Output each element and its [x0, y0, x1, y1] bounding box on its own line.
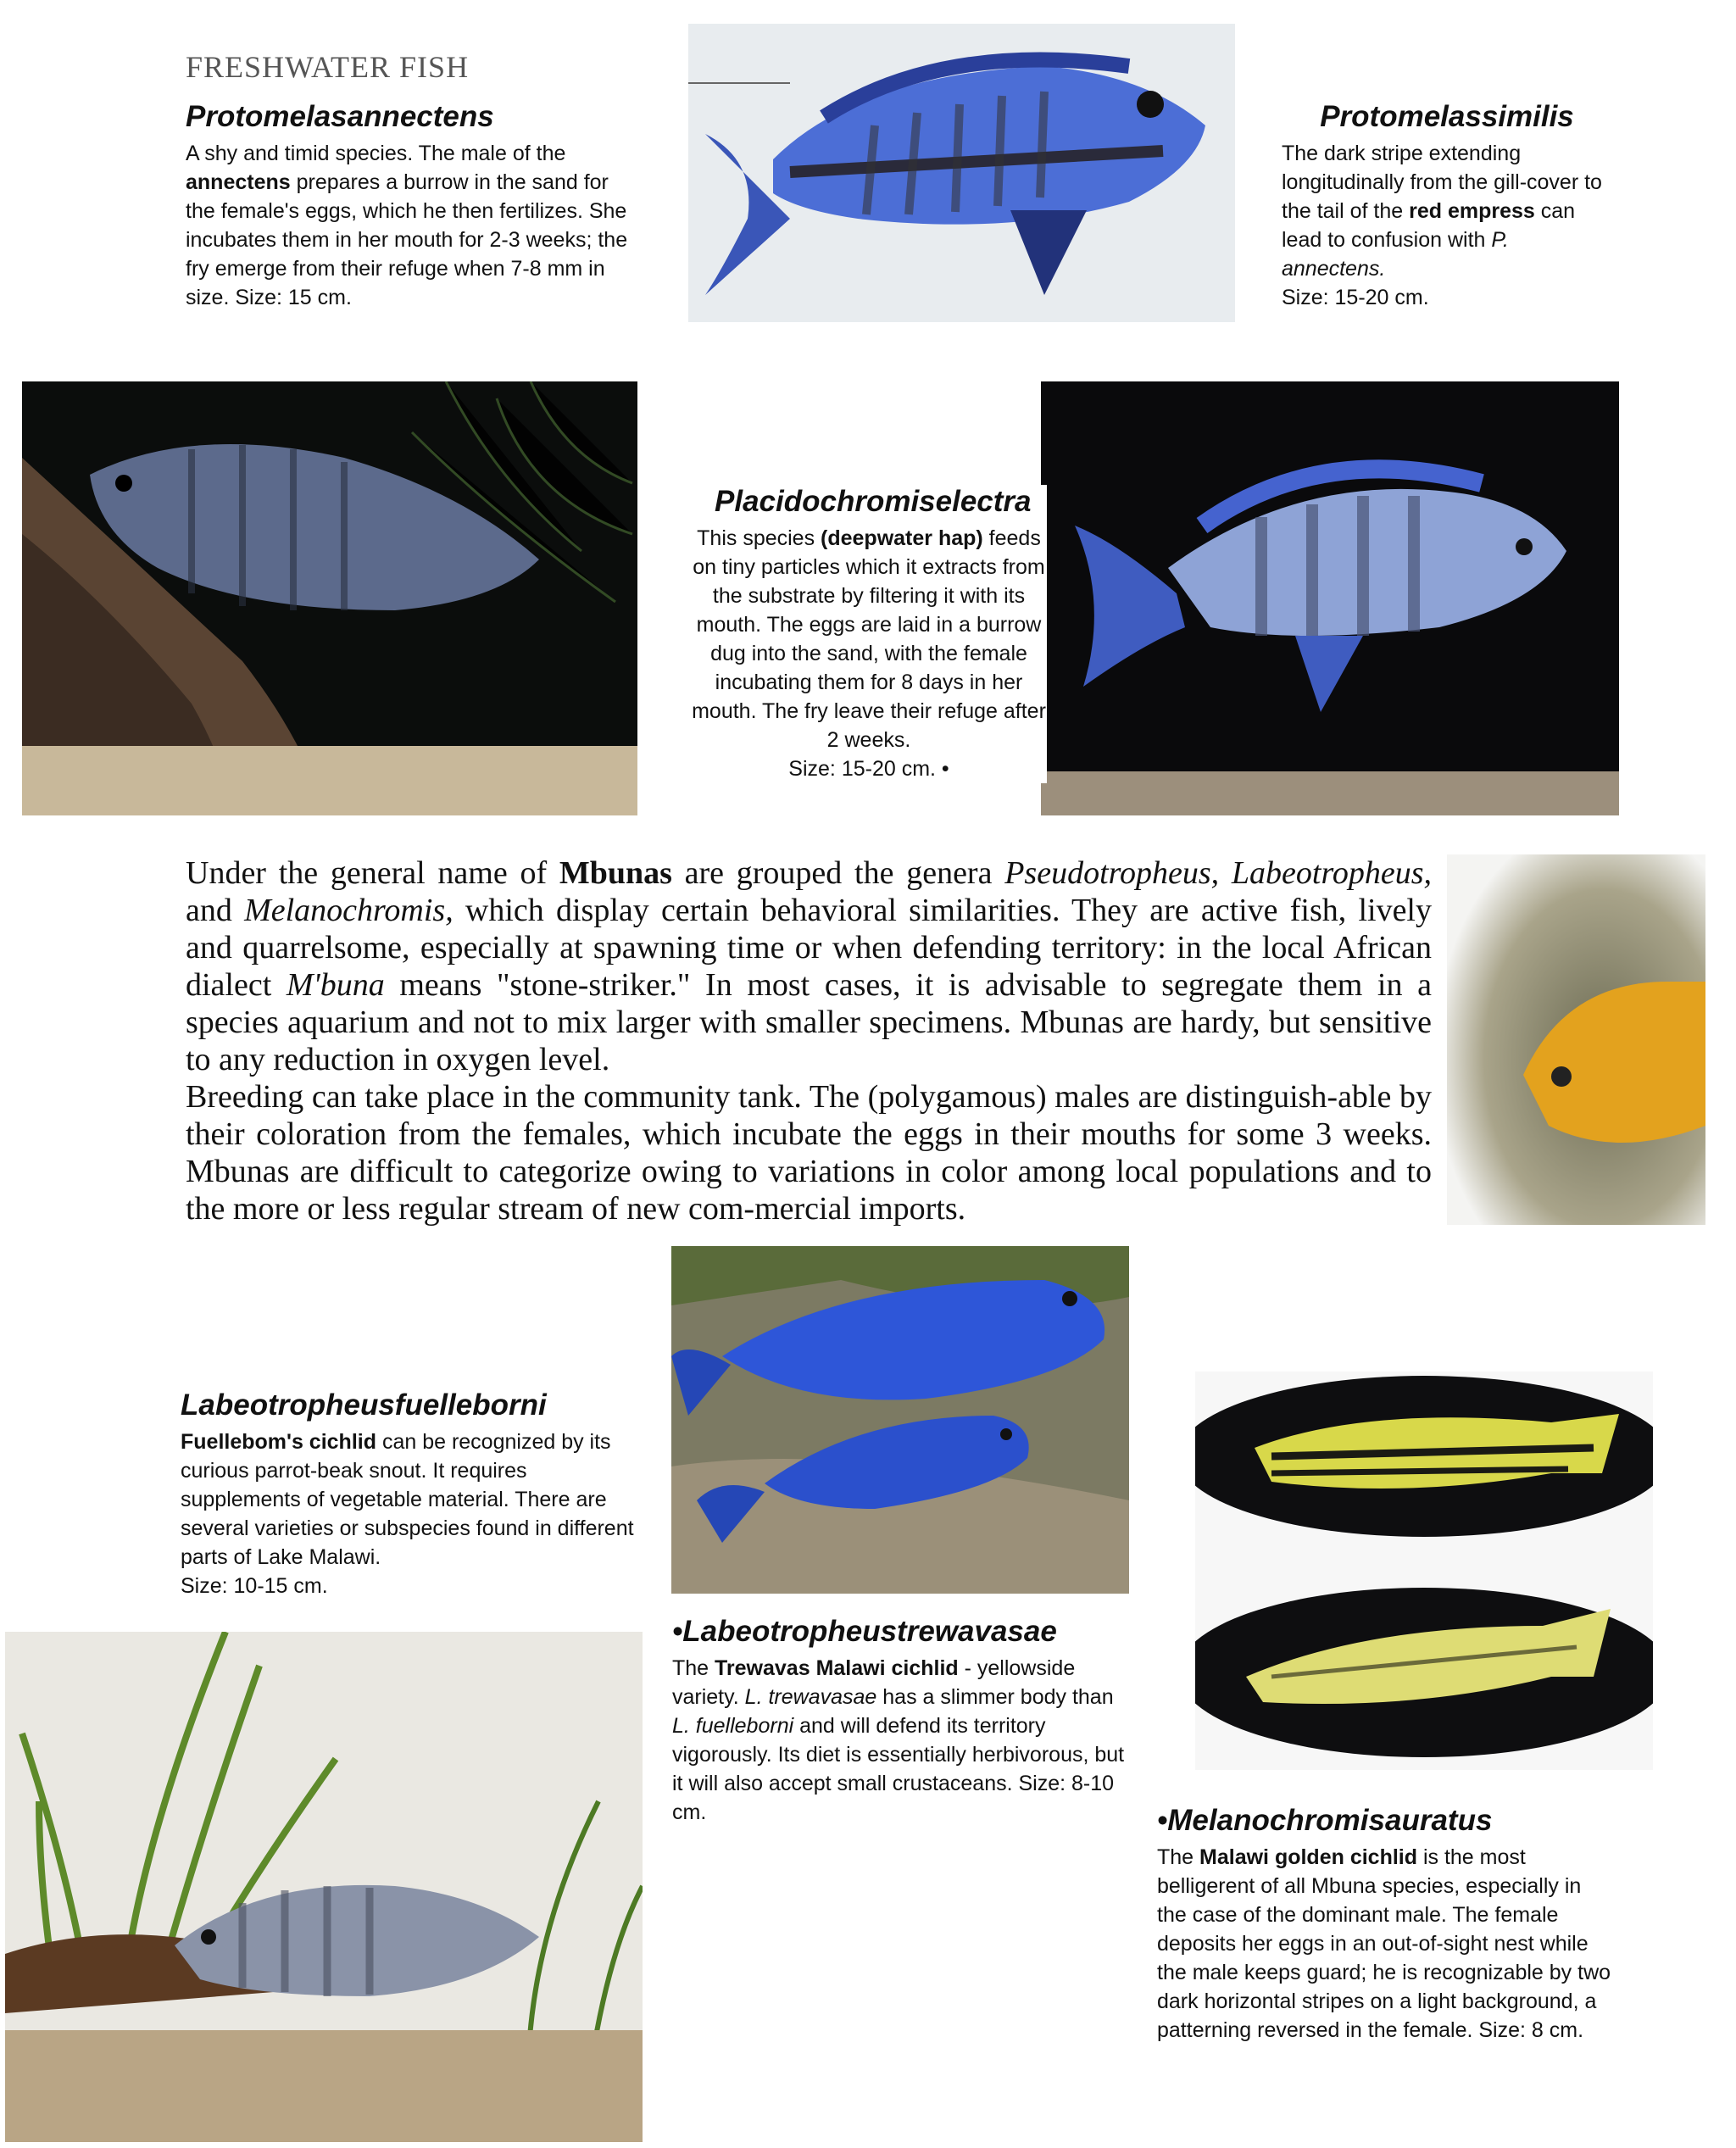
fuelleborni-body: Fuellebom's cichlid can be recognized by its curious parrot-beak snout. It requires supplements of vegetable material. There are several varieties or subspecies found in different parts of Lake Malawi. Size: 10-15 cm.	[181, 1430, 634, 1598]
similis-block	[1282, 100, 1612, 312]
mbuna-paragraph-2: Breeding can take place in the community tank. The (polygamous) males are distinguish-able by their coloration from the females, which incubate the eggs in their mouths for some 3 weeks. Mbunas are difficult to categorize owing to variations in color among local populations and to the more or less regular stream of new com-mercial imports.	[186, 1079, 1432, 1227]
auratus-body: The Malawi golden cichlid is the most belligerent of all Mbuna species, especially in the case of the dominant male. The female deposits her eggs in an out-of-sight nest while the male keeps guard; he is recognizable by two dark horizontal stripes on a light background, a patterning reversed in the female. Size: 8 cm.	[1157, 1845, 1611, 2042]
similis-photo	[22, 381, 637, 815]
auratus-photo	[1195, 1372, 1653, 1770]
mbuna-intro	[186, 854, 1432, 1227]
annectens-title: Protomelasannectens	[186, 100, 494, 133]
electra-block	[691, 485, 1047, 783]
mbuna-paragraph-1: Under the general name of Mbunas are grouped the genera Pseudotropheus, Labeotropheus, and Melanochromis, which display certain behavioral similarities. They are active fish, lively and quarrelsome, especially at spawning time or when defending territory: in the local African dialect M'buna means "stone-striker." In most cases, it is advisable to segregate them in a species aquarium and not to mix larger with smaller specimens. Mbunas are hardy, but sensitive to any reduction in oxygen level.	[186, 855, 1432, 1077]
electra-photo	[1041, 381, 1619, 815]
yellow-fish-photo	[1447, 854, 1705, 1225]
similis-body: The dark stripe extending longitudinally from the gill-cover to the tail of the red empress can lead to confusion with P. annectens. Size: 15-20 cm.	[1282, 142, 1602, 309]
trewavasae-title: •Labeotropheustrewavasae	[672, 1615, 1057, 1648]
fuelleborni-block	[181, 1388, 638, 1600]
electra-body: This species (deepwater hap) feeds on tiny particles which it extracts from the substrate by filtering it with its mouth. The eggs are laid in a burrow dug into the sand, with the female incubating them for 8 days in her mouth. The fry leave their refuge after 2 weeks. Size: 15-20 cm. •	[692, 526, 1046, 781]
trewavasae-photo	[5, 1632, 643, 2142]
annectens-body: A shy and timid species. The male of the annectens prepares a burrow in the sand for the female's eggs, which he then fertilizes. She incubates them in her mouth for 2-3 weeks; the fry emerge from their refuge when 7-8 mm in size. Size: 15 cm.	[186, 142, 628, 309]
auratus-title: •Melanochromisauratus	[1157, 1804, 1493, 1837]
auratus-block	[1157, 1804, 1615, 2045]
similis-title: Protomelassimilis	[1320, 100, 1574, 133]
trewavasae-block	[672, 1615, 1130, 1827]
annectens-block	[186, 100, 643, 312]
annectens-photo	[688, 24, 1235, 322]
fuelleborni-photo	[671, 1246, 1129, 1594]
electra-title: Placidochromiselectra	[715, 485, 1032, 518]
trewavasae-body: The Trewavas Malawi cichlid - yellowside variety. L. trewavasae has a slimmer body than L. fuelleborni and will defend its territory vigorously. Its diet is essentially herbivorous, but it will also accept small crustaceans. Size: 8-10 cm.	[672, 1656, 1125, 1824]
section-header: FRESHWATER FISH	[186, 50, 470, 84]
fuelleborni-title: Labeotropheusfuelleborni	[181, 1388, 547, 1422]
